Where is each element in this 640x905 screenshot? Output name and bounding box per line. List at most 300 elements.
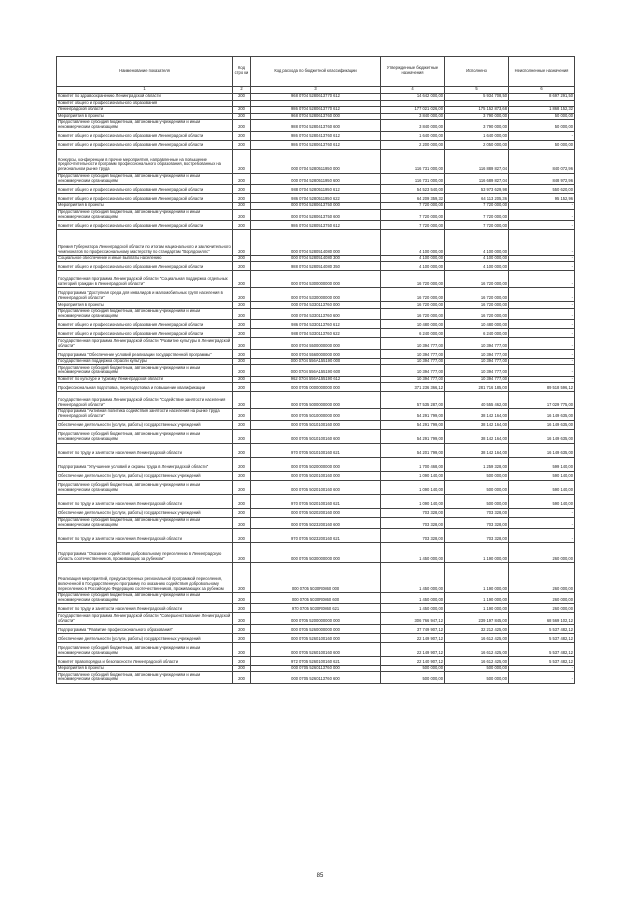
row-executed-amount: 4 100 000,00 xyxy=(445,255,509,262)
column-number: 5 xyxy=(445,86,509,94)
row-indicator-name: Комитет общего и профессионального образования Ленинградской области xyxy=(57,262,233,271)
row-budget-code: 000 0704 556А155190 600 xyxy=(251,365,381,376)
row-indicator-name: Предоставление субсидий бюджетным, автономным учреждениям и иным некоммерческим организациям xyxy=(57,173,233,184)
row-line-code: 200 xyxy=(233,194,251,203)
table-row xyxy=(57,457,575,471)
row-indicator-name: Комитет по труду и занятости населения Ленинградской области xyxy=(57,494,233,508)
row-executed-amount: 1 190 000,00 xyxy=(445,604,509,613)
row-approved-amount: 54 291 799,00 xyxy=(381,429,445,443)
row-unexecuted-amount: 590 140,00 xyxy=(509,471,575,480)
row-approved-amount: 1 450 000,00 xyxy=(381,592,445,603)
header-unexecuted: Неисполненные назначения xyxy=(509,57,575,87)
row-approved-amount: 1 700 468,00 xyxy=(381,457,445,471)
row-approved-amount: 4 100 000,00 xyxy=(381,229,445,255)
row-budget-code: 988 0704 5280413760 600 xyxy=(251,120,381,131)
row-unexecuted-amount: 16 149 635,00 xyxy=(509,409,575,420)
row-unexecuted-amount: - xyxy=(509,262,575,271)
row-budget-code: 988 0704 5280514080 350 xyxy=(251,262,381,271)
row-executed-amount: 703 328,00 xyxy=(445,528,509,542)
row-indicator-name: Обеспечение деятельности (услуги, работы) государственных учреждений xyxy=(57,508,233,517)
table-row xyxy=(57,140,575,149)
row-approved-amount: 16 720 000,00 xyxy=(381,271,445,288)
row-executed-amount: 10 394 777,00 xyxy=(445,358,509,365)
row-unexecuted-amount: - xyxy=(509,229,575,255)
row-line-code: 200 xyxy=(233,420,251,429)
row-executed-amount: 239 197 845,00 xyxy=(445,613,509,624)
row-line-code: 200 xyxy=(233,642,251,656)
row-executed-amount: 10 394 777,00 xyxy=(445,376,509,383)
budget-execution-table xyxy=(56,56,575,684)
row-executed-amount: 2 050 000,00 xyxy=(445,140,509,149)
row-indicator-name: Комитет общего и профессионального образования Ленинградской области xyxy=(57,194,233,203)
row-budget-code: 000 0705 5020200160 000 xyxy=(251,508,381,517)
row-executed-amount: 16 612 425,00 xyxy=(445,633,509,642)
row-line-code: 200 xyxy=(233,542,251,562)
row-approved-amount: 500 000,00 xyxy=(381,665,445,672)
row-budget-code: 000 0704 5330113760 600 xyxy=(251,308,381,319)
row-approved-amount: 1 450 000,00 xyxy=(381,562,445,592)
row-approved-amount: 177 021 026,00 xyxy=(381,107,445,114)
row-budget-code: 000 0705 5000000000 000 xyxy=(251,392,381,409)
row-unexecuted-amount: - xyxy=(509,665,575,672)
row-line-code: 200 xyxy=(233,471,251,480)
row-budget-code: 962 0704 556А155190 612 xyxy=(251,376,381,383)
row-line-code: 200 xyxy=(233,120,251,131)
header-line-code: Код стро ки xyxy=(233,57,251,87)
row-line-code: 200 xyxy=(233,409,251,420)
row-unexecuted-amount: - xyxy=(509,209,575,220)
row-executed-amount: 38 142 164,00 xyxy=(445,420,509,429)
row-indicator-name: Профессиональная подготовка, переподготовка и повышение квалификации xyxy=(57,383,233,392)
row-budget-code: 000 0705 5030R0860 600 xyxy=(251,592,381,603)
row-budget-code: 986 0704 5330113760 612 xyxy=(251,320,381,329)
row-approved-amount: 2 200 000,00 xyxy=(381,140,445,149)
row-approved-amount: 22 149 907,12 xyxy=(381,633,445,642)
table-row xyxy=(57,220,575,229)
row-budget-code: 000 0705 5260100160 600 xyxy=(251,642,381,656)
row-indicator-name: Комитет по труду и занятости населения Ленинградской области xyxy=(57,604,233,613)
row-executed-amount: 4 100 000,00 xyxy=(445,229,509,255)
row-budget-code: 000 0704 5560000000 000 xyxy=(251,349,381,358)
row-budget-code: 000 0705 5020000000 000 xyxy=(251,457,381,471)
row-budget-code: 000 0705 5030R0860 000 xyxy=(251,562,381,592)
row-unexecuted-amount: 50 000,00 xyxy=(509,140,575,149)
row-unexecuted-amount: - xyxy=(509,308,575,319)
row-budget-code: 000 0704 5280514080 300 xyxy=(251,255,381,262)
row-indicator-name: Подпрограмма "Оказание содействия добровольному переселению в Ленинградскую область соотечественников, проживающих за рубежом" xyxy=(57,542,233,562)
row-indicator-name: Подпрограмма "Доступная среда для инвалидов и маломобильных групп населения в Ленинградской области" xyxy=(57,288,233,302)
row-line-code: 200 xyxy=(233,255,251,262)
row-budget-code: 968 0704 5280613760 000 xyxy=(251,113,381,120)
row-indicator-name: Социальное обеспечение и иные выплаты населению xyxy=(57,255,233,262)
row-indicator-name: Комитет по культуре и туризму Ленинградской области xyxy=(57,376,233,383)
table-row xyxy=(57,173,575,184)
row-indicator-name: Подпрограмма "Обеспечение условий реализации государственной программы" xyxy=(57,349,233,358)
header-approved: Утвержденные бюджетные назначения xyxy=(381,57,445,87)
row-unexecuted-amount: 16 149 635,00 xyxy=(509,420,575,429)
row-indicator-name: Премия Губернатора Ленинградской области по итогам национального и заключительного чемпионатов по профессиональному мастерству по стандартам "Ворлдскиллс" xyxy=(57,229,233,255)
row-indicator-name: Мероприятия в проекты xyxy=(57,302,233,309)
row-executed-amount: 116 889 827,04 xyxy=(445,149,509,173)
row-approved-amount: 500 000,00 xyxy=(381,672,445,683)
row-line-code: 200 xyxy=(233,113,251,120)
row-approved-amount: 22 140 907,12 xyxy=(381,656,445,665)
table-row xyxy=(57,358,575,365)
row-budget-code: 000 0704 5280511950 600 xyxy=(251,173,381,184)
row-indicator-name: Комитет общего и профессионального образования Ленинградской области xyxy=(57,320,233,329)
row-executed-amount: 64 113 205,36 xyxy=(445,194,509,203)
row-budget-code: 970 0705 5023200160 621 xyxy=(251,528,381,542)
row-executed-amount: 5 934 708,50 xyxy=(445,94,509,101)
row-executed-amount: 1 259 328,00 xyxy=(445,457,509,471)
table-row xyxy=(57,642,575,656)
row-budget-code: 986 0704 5280613760 612 xyxy=(251,140,381,149)
row-line-code: 200 xyxy=(233,457,251,471)
row-approved-amount: 10 394 777,00 xyxy=(381,376,445,383)
row-line-code: 200 xyxy=(233,508,251,517)
row-executed-amount: 6 240 000,00 xyxy=(445,329,509,338)
row-budget-code: 000 0705 5260113760 000 xyxy=(251,665,381,672)
row-budget-code: 986 0704 5280513750 612 xyxy=(251,220,381,229)
row-budget-code: 970 0705 5020100160 621 xyxy=(251,494,381,508)
row-approved-amount: 4 100 000,00 xyxy=(381,262,445,271)
row-unexecuted-amount: - xyxy=(509,517,575,528)
row-line-code: 200 xyxy=(233,220,251,229)
row-indicator-name: Комитет общего и профессионального образования Ленинградской области xyxy=(57,220,233,229)
table-row xyxy=(57,271,575,288)
row-approved-amount: 1 450 000,00 xyxy=(381,542,445,562)
row-line-code: 200 xyxy=(233,358,251,365)
row-executed-amount: 16 720 000,00 xyxy=(445,308,509,319)
row-unexecuted-amount: 5 537 482,12 xyxy=(509,633,575,642)
row-unexecuted-amount: - xyxy=(509,376,575,383)
budget-report-sheet xyxy=(56,56,574,684)
row-indicator-name: Обеспечение деятельности (услуги, работы) государственных учреждений xyxy=(57,420,233,429)
table-row xyxy=(57,429,575,443)
row-executed-amount: 16 720 000,00 xyxy=(445,288,509,302)
table-row xyxy=(57,443,575,457)
row-unexecuted-amount: - xyxy=(509,320,575,329)
row-unexecuted-amount: - xyxy=(509,508,575,517)
row-indicator-name: Предоставление субсидий бюджетным, автономным учреждениям и иным некоммерческим организациям xyxy=(57,209,233,220)
row-approved-amount: 306 766 947,12 xyxy=(381,613,445,624)
row-executed-amount: 32 212 425,00 xyxy=(445,624,509,633)
row-unexecuted-amount: - xyxy=(509,220,575,229)
row-unexecuted-amount: 848 972,96 xyxy=(509,173,575,184)
row-unexecuted-amount: - xyxy=(509,349,575,358)
row-unexecuted-amount: 50 000,00 xyxy=(509,120,575,131)
row-approved-amount: 1 090 140,00 xyxy=(381,494,445,508)
row-executed-amount: 500 000,00 xyxy=(445,494,509,508)
row-budget-code: 000 0705 5010100160 600 xyxy=(251,429,381,443)
row-indicator-name: Комитет общего и профессионального образования Ленинградской области xyxy=(57,185,233,194)
table-row xyxy=(57,229,575,255)
row-unexecuted-amount: 260 000,00 xyxy=(509,592,575,603)
row-executed-amount: 7 720 000,00 xyxy=(445,203,509,210)
row-unexecuted-amount: - xyxy=(509,329,575,338)
table-row xyxy=(57,209,575,220)
row-line-code: 200 xyxy=(233,349,251,358)
row-approved-amount: 57 535 287,00 xyxy=(381,392,445,409)
row-line-code: 200 xyxy=(233,229,251,255)
table-row xyxy=(57,262,575,271)
row-line-code: 200 xyxy=(233,613,251,624)
row-approved-amount: 7 720 000,00 xyxy=(381,203,445,210)
row-approved-amount: 10 394 777,00 xyxy=(381,349,445,358)
table-row xyxy=(57,420,575,429)
row-line-code: 200 xyxy=(233,376,251,383)
row-approved-amount: 14 642 000,00 xyxy=(381,94,445,101)
table-row xyxy=(57,288,575,302)
row-unexecuted-amount: - xyxy=(509,255,575,262)
row-approved-amount: 6 240 000,00 xyxy=(381,329,445,338)
row-unexecuted-amount: - xyxy=(509,203,575,210)
row-indicator-name: Комитет общего и профессионального образования Ленинградской области xyxy=(57,131,233,140)
row-indicator-name: Мероприятия в проекты xyxy=(57,203,233,210)
table-row xyxy=(57,94,575,101)
table-row xyxy=(57,480,575,494)
table-row xyxy=(57,320,575,329)
row-approved-amount: 54 201 799,00 xyxy=(381,443,445,457)
row-unexecuted-amount: 260 000,00 xyxy=(509,604,575,613)
row-indicator-name: Предоставление субсидий бюджетным, автономным учреждениям и иным некоммерческим организациям xyxy=(57,642,233,656)
row-unexecuted-amount: - xyxy=(509,302,575,309)
row-budget-code: 970 0705 5030R0860 621 xyxy=(251,604,381,613)
row-line-code: 200 xyxy=(233,320,251,329)
row-line-code: 200 xyxy=(233,149,251,173)
row-approved-amount: 4 100 000,00 xyxy=(381,255,445,262)
row-executed-amount: 703 328,00 xyxy=(445,517,509,528)
row-budget-code: 986 0704 5280613770 612 xyxy=(251,107,381,114)
row-budget-code: 000 0705 5010000000 000 xyxy=(251,409,381,420)
row-unexecuted-amount: 840 072,96 xyxy=(509,149,575,173)
table-row xyxy=(57,349,575,358)
row-budget-code: 000 0705 5030000000 000 xyxy=(251,542,381,562)
row-indicator-name: Подпрограмма "Развитие профессионального образования" xyxy=(57,624,233,633)
table-row xyxy=(57,592,575,603)
row-executed-amount: 7 720 000,00 xyxy=(445,220,509,229)
row-line-code: 200 xyxy=(233,173,251,184)
row-unexecuted-amount: 95 152,96 xyxy=(509,194,575,203)
row-budget-code: 000 0704 556А155190 000 xyxy=(251,358,381,365)
row-budget-code: 000 0705 5260000000 000 xyxy=(251,624,381,633)
row-indicator-name: Комитет по труду и занятости населения Ленинградской области xyxy=(57,528,233,542)
table-row xyxy=(57,383,575,392)
table-row xyxy=(57,656,575,665)
row-line-code: 200 xyxy=(233,94,251,101)
row-line-code: 200 xyxy=(233,302,251,309)
row-approved-amount: 64 209 359,32 xyxy=(381,194,445,203)
row-executed-amount: 38 142 164,00 xyxy=(445,443,509,457)
table-row xyxy=(57,604,575,613)
row-executed-amount: 116 689 827,04 xyxy=(445,173,509,184)
row-indicator-name: Подпрограмма "Активная политика содействия занятости населения на рынке труда Ленинградской области" xyxy=(57,409,233,420)
row-indicator-name: Государственная программа Ленинградской области "Развитие культуры в Ленинградской области" xyxy=(57,338,233,349)
row-budget-code: 000 0704 5500000000 000 xyxy=(251,338,381,349)
row-executed-amount: 10 394 777,00 xyxy=(445,365,509,376)
row-line-code: 200 xyxy=(233,656,251,665)
row-approved-amount: 7 720 000,00 xyxy=(381,209,445,220)
row-executed-amount: 16 720 000,00 xyxy=(445,302,509,309)
table-row xyxy=(57,528,575,542)
row-indicator-name: Государственная программа Ленинградской области "Социальная поддержка отдельных категорий граждан в Ленинградской области" xyxy=(57,271,233,288)
row-line-code: 200 xyxy=(233,665,251,672)
table-row xyxy=(57,409,575,420)
row-approved-amount: 371 236 366,12 xyxy=(381,383,445,392)
row-approved-amount: 10 394 777,00 xyxy=(381,358,445,365)
table-row xyxy=(57,185,575,194)
row-unexecuted-amount: 16 149 635,00 xyxy=(509,443,575,457)
row-executed-amount: 500 000,00 xyxy=(445,672,509,683)
row-indicator-name: Обеспечение деятельности (услуги, работы) государственных учреждений xyxy=(57,471,233,480)
row-budget-code: 000 0705 5023200160 600 xyxy=(251,517,381,528)
row-line-code: 200 xyxy=(233,392,251,409)
row-unexecuted-amount: 5 537 482,12 xyxy=(509,656,575,665)
row-indicator-name: Подпрограмма "Улучшение условий и охраны труда в Ленинградской области" xyxy=(57,457,233,471)
table-row xyxy=(57,120,575,131)
row-executed-amount: 16 720 000,00 xyxy=(445,271,509,288)
row-budget-code: 000 0704 5330000000 000 xyxy=(251,288,381,302)
row-unexecuted-amount: - xyxy=(509,271,575,288)
row-unexecuted-amount: 260 000,00 xyxy=(509,542,575,562)
row-line-code: 200 xyxy=(233,624,251,633)
row-executed-amount: 10 394 777,00 xyxy=(445,349,509,358)
row-approved-amount: 3 840 000,00 xyxy=(381,120,445,131)
row-approved-amount: 1 090 140,00 xyxy=(381,480,445,494)
row-approved-amount: 703 328,00 xyxy=(381,528,445,542)
header-budget-code: Код расхода по бюджетной классификации xyxy=(251,57,381,87)
row-unexecuted-amount: 590 140,00 xyxy=(509,480,575,494)
table-row xyxy=(57,194,575,203)
table-row xyxy=(57,624,575,633)
column-number-row xyxy=(57,86,575,94)
row-budget-code: 000 0705 5200000000 000 xyxy=(251,613,381,624)
row-indicator-name: Комитет правопорядка и безопасности Ленинградской области xyxy=(57,656,233,665)
row-budget-code: 000 0705 5260100160 000 xyxy=(251,633,381,642)
row-unexecuted-amount: 50 000,00 xyxy=(509,113,575,120)
row-indicator-name: Предоставление субсидий бюджетным, автономным учреждениям и иным некоммерческим организациям xyxy=(57,120,233,131)
row-unexecuted-amount: - xyxy=(509,672,575,683)
table-row xyxy=(57,613,575,624)
row-indicator-name: Предоставление субсидий бюджетным, автономным учреждениям и иным некоммерческим организациям xyxy=(57,365,233,376)
row-unexecuted-amount: 17 029 775,00 xyxy=(509,392,575,409)
row-executed-amount: 40 555 462,00 xyxy=(445,392,509,409)
row-unexecuted-amount: 16 149 635,00 xyxy=(509,429,575,443)
row-unexecuted-amount: - xyxy=(509,528,575,542)
row-budget-code: 986 0704 5280511950 622 xyxy=(251,194,381,203)
row-approved-amount: 10 480 000,00 xyxy=(381,320,445,329)
row-unexecuted-amount: - xyxy=(509,131,575,140)
row-unexecuted-amount: 5 537 482,12 xyxy=(509,624,575,633)
table-row xyxy=(57,392,575,409)
row-indicator-name: Ленинградской области xyxy=(57,107,233,114)
table-row xyxy=(57,542,575,562)
row-indicator-name: Предоставление субсидий бюджетным, автономным учреждениям и иным некоммерческим организациям xyxy=(57,480,233,494)
row-budget-code: 000 0704 5330113760 000 xyxy=(251,302,381,309)
row-budget-code: 000 0704 5280514080 000 xyxy=(251,229,381,255)
row-executed-amount: 1 190 000,00 xyxy=(445,562,509,592)
row-unexecuted-amount: 8 697 291,50 xyxy=(509,94,575,101)
row-executed-amount: 10 394 777,00 xyxy=(445,338,509,349)
row-approved-amount: 16 720 000,00 xyxy=(381,302,445,309)
row-line-code: 200 xyxy=(233,429,251,443)
row-indicator-name: Комитет общего и профессионального образования Ленинградской области xyxy=(57,329,233,338)
row-unexecuted-amount: 1 868 152,32 xyxy=(509,107,575,114)
row-unexecuted-amount: 550 620,00 xyxy=(509,185,575,194)
table-row xyxy=(57,508,575,517)
row-approved-amount: 54 523 540,00 xyxy=(381,185,445,194)
row-indicator-name: Конкурсы, конференции в прочие мероприятия, направленные на повышение предпочтительности программ профессионального образования, востребованных на региональном рынке труда xyxy=(57,149,233,173)
row-line-code: 200 xyxy=(233,131,251,140)
row-line-code: 200 xyxy=(233,329,251,338)
row-budget-code: 000 0705 5020100160 000 xyxy=(251,471,381,480)
row-indicator-name: Государственная программа Ленинградской области "Содействие занятости населения Ленинградской области" xyxy=(57,392,233,409)
row-unexecuted-amount: 260 000,00 xyxy=(509,562,575,592)
row-approved-amount: 116 731 000,00 xyxy=(381,149,445,173)
row-budget-code: 000 0705 5010100160 000 xyxy=(251,420,381,429)
row-line-code: 200 xyxy=(233,517,251,528)
row-executed-amount: 10 480 000,00 xyxy=(445,320,509,329)
row-line-code: 200 xyxy=(233,338,251,349)
row-executed-amount: 38 142 164,00 xyxy=(445,409,509,420)
row-line-code: 200 xyxy=(233,494,251,508)
row-line-code: 200 xyxy=(233,383,251,392)
row-approved-amount: 703 328,00 xyxy=(381,508,445,517)
row-approved-amount: 54 291 799,00 xyxy=(381,409,445,420)
row-indicator-name: Мероприятия в проекты xyxy=(57,113,233,120)
row-unexecuted-amount: - xyxy=(509,358,575,365)
table-row xyxy=(57,517,575,528)
column-number: 3 xyxy=(251,86,381,94)
row-executed-amount: 1 190 000,00 xyxy=(445,592,509,603)
column-number: 4 xyxy=(381,86,445,94)
row-line-code: 200 xyxy=(233,480,251,494)
row-line-code: 200 xyxy=(233,528,251,542)
column-number: 1 xyxy=(57,86,233,94)
row-indicator-name: Реализация мероприятий, предусмотренных региональной программой переселения, включенной в Государственную программу по оказанию содействия добровольному переселению в Российскую Федерацию соотечественников, проживающих за рубежом xyxy=(57,562,233,592)
table-row xyxy=(57,131,575,140)
row-approved-amount: 10 394 777,00 xyxy=(381,338,445,349)
row-budget-code: 000 0704 5280511950 000 xyxy=(251,149,381,173)
row-approved-amount: 7 720 000,00 xyxy=(381,220,445,229)
row-indicator-name: Обеспечение деятельности (услуги, работы) государственных учреждений xyxy=(57,633,233,642)
table-row xyxy=(57,633,575,642)
row-executed-amount: 1 640 000,00 xyxy=(445,131,509,140)
table-row xyxy=(57,149,575,173)
row-indicator-name: Государственная поддержка отрасли культуры xyxy=(57,358,233,365)
table-header-row xyxy=(57,57,575,87)
row-executed-amount: 38 142 164,00 xyxy=(445,429,509,443)
table-row xyxy=(57,255,575,262)
row-executed-amount: 500 000,00 xyxy=(445,471,509,480)
row-approved-amount: 1 450 000,00 xyxy=(381,604,445,613)
row-line-code: 200 xyxy=(233,672,251,683)
row-budget-code: 000 0705 0000000000 000 xyxy=(251,383,381,392)
row-unexecuted-amount: 68 569 102,12 xyxy=(509,613,575,624)
row-approved-amount: 37 749 907,12 xyxy=(381,624,445,633)
row-unexecuted-amount: 5 537 482,12 xyxy=(509,642,575,656)
row-indicator-name: Комитет по труду и занятости населения Ленинградской области xyxy=(57,443,233,457)
row-unexecuted-amount: - xyxy=(509,288,575,302)
table-row xyxy=(57,365,575,376)
row-approved-amount: 703 328,00 xyxy=(381,517,445,528)
row-unexecuted-amount: 599 140,00 xyxy=(509,457,575,471)
header-indicator-name: Наименование показателя xyxy=(57,57,233,87)
row-approved-amount: 22 149 907,12 xyxy=(381,642,445,656)
row-line-code: 200 xyxy=(233,107,251,114)
table-row xyxy=(57,329,575,338)
row-indicator-name: Предоставление субсидий бюджетным, автономным учреждениям и иным некоммерческим организациям xyxy=(57,429,233,443)
